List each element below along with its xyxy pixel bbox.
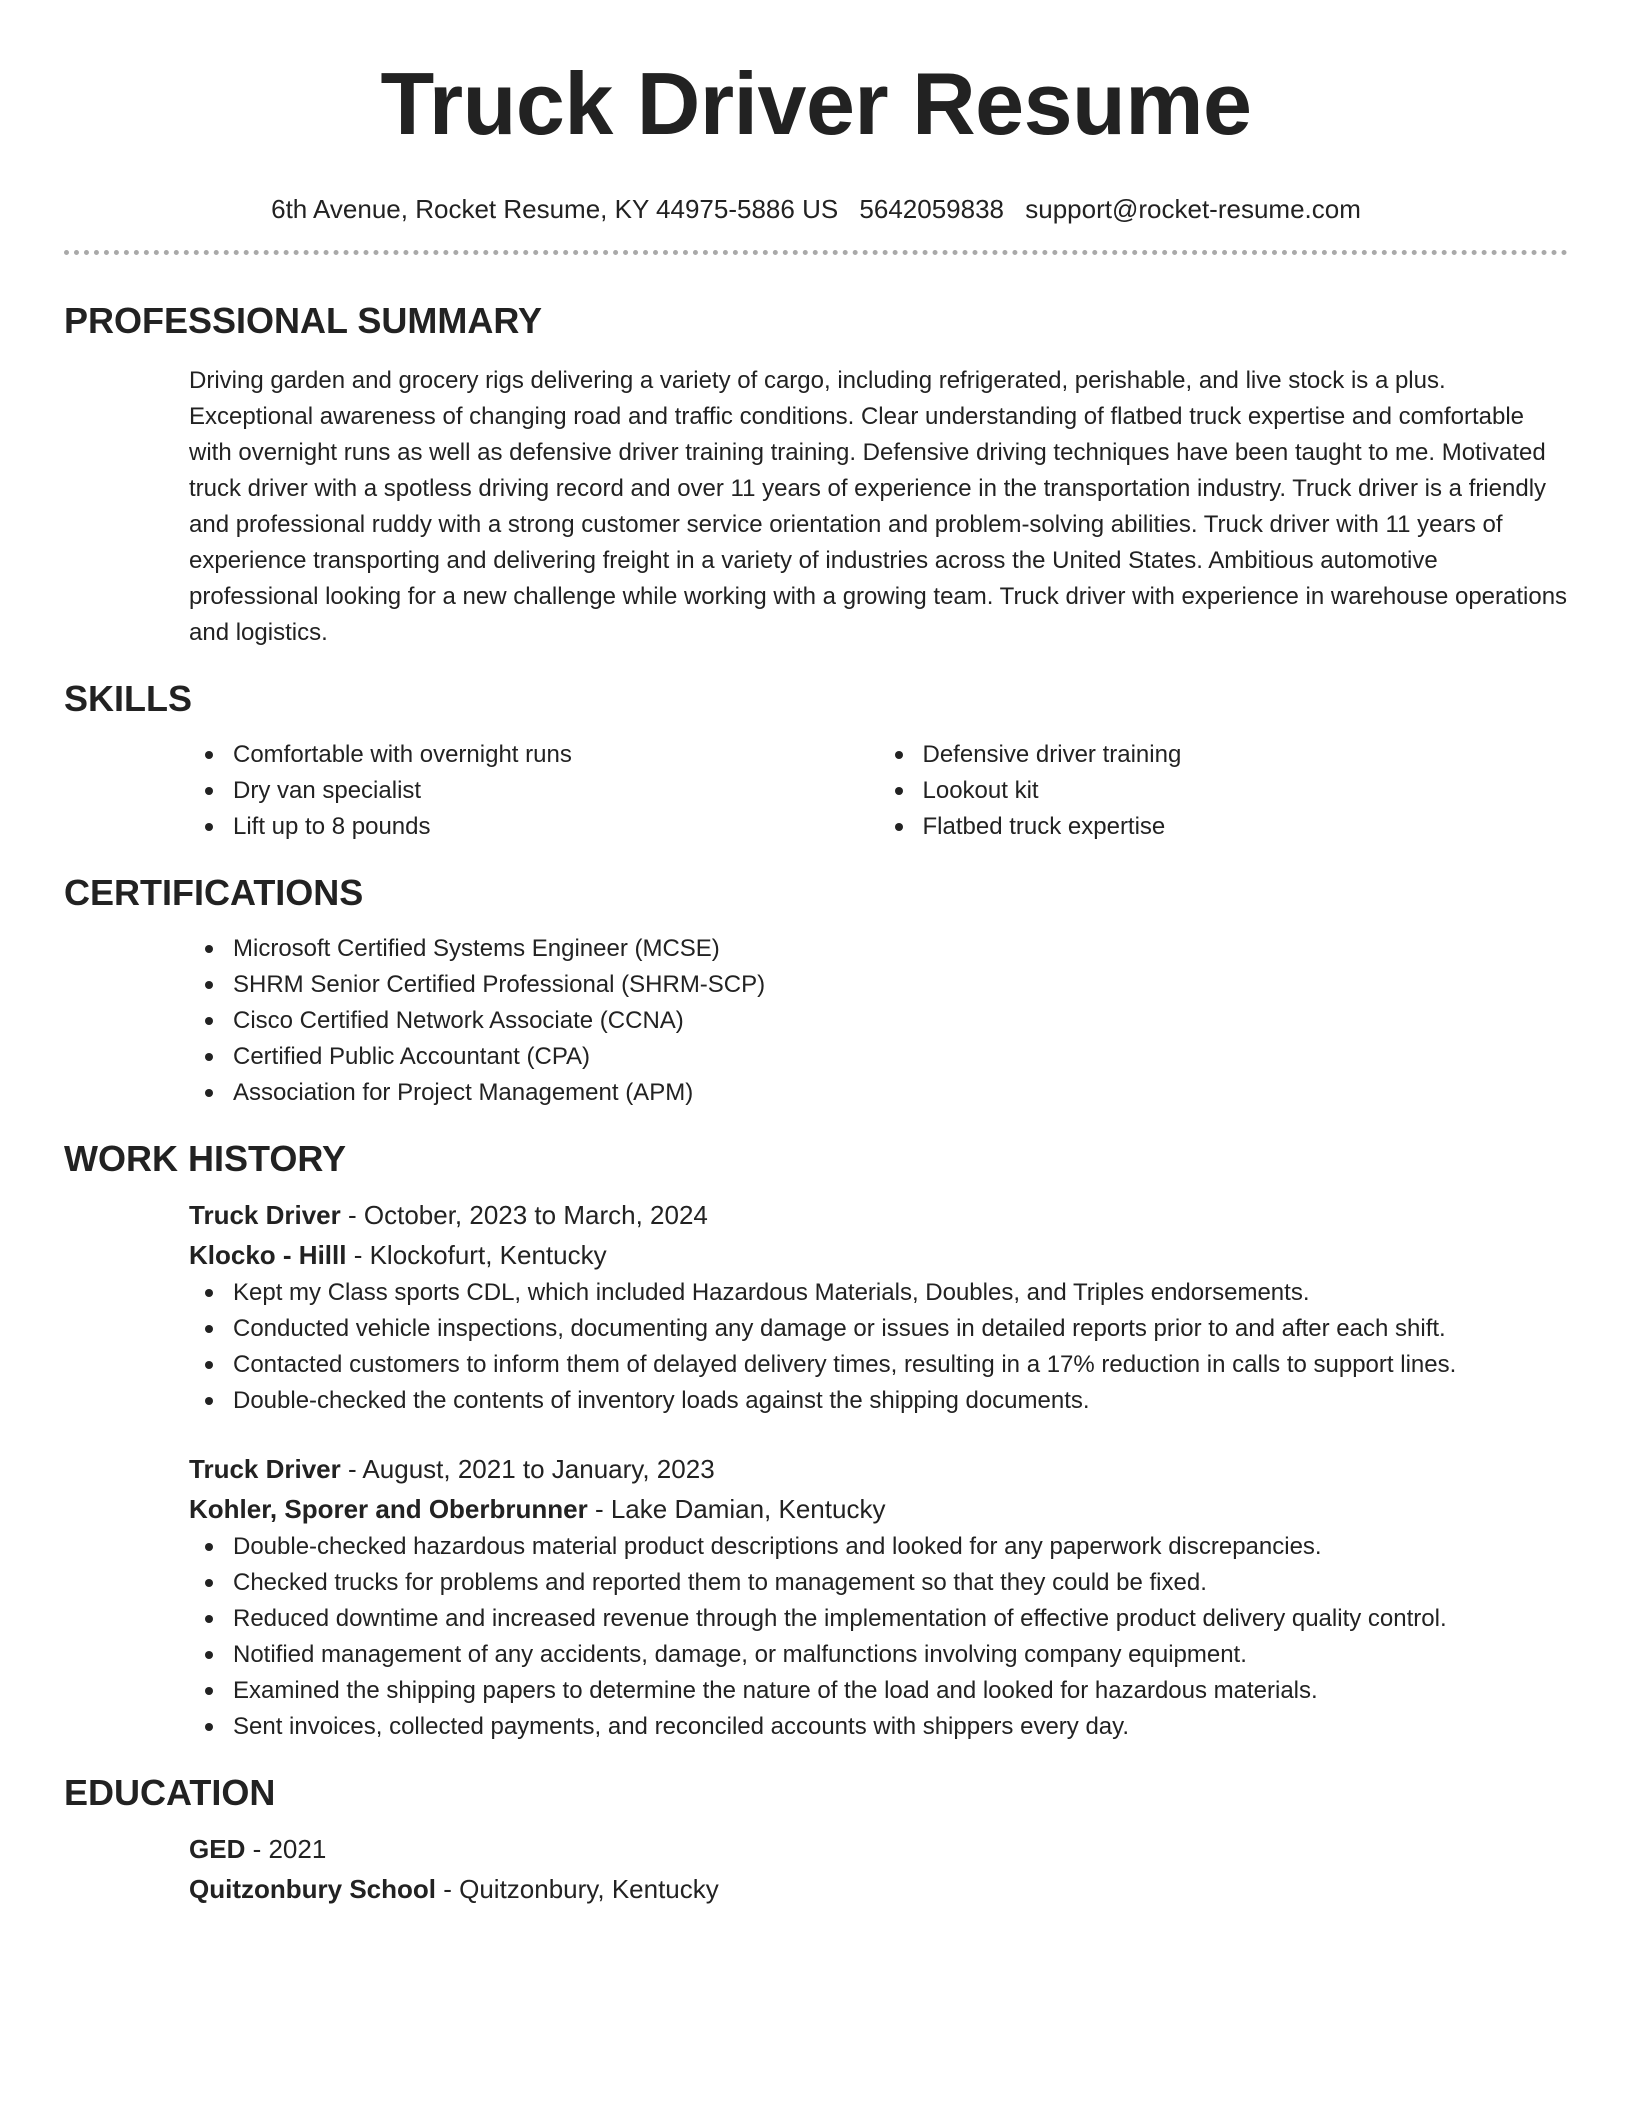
certification-item: Microsoft Certified Systems Engineer (MCSE) — [233, 931, 1568, 967]
job-location: - Lake Damian, Kentucky — [594, 1494, 886, 1524]
page-title: Truck Driver Resume — [380, 54, 1252, 153]
certifications-section — [64, 931, 1568, 1111]
certifications-heading: CERTIFICATIONS — [64, 872, 364, 913]
certification-item: Cisco Certified Network Associate (CCNA) — [233, 1003, 1568, 1039]
job-title: Truck Driver — [189, 1454, 341, 1484]
job-company: Klocko - Hilll — [189, 1240, 347, 1270]
job-title: Truck Driver — [189, 1200, 341, 1230]
job-dates: - October, 2023 to March, 2024 — [347, 1200, 708, 1230]
job-company-line — [189, 1489, 1568, 1529]
job-company-line — [189, 1235, 1568, 1275]
job-bullet: Kept my Class sports CDL, which included Hazardous Materials, Doubles, and Triples endorsements. — [233, 1275, 1568, 1311]
job-bullet: Examined the shipping papers to determine the nature of the load and looked for hazardous materials. — [233, 1673, 1568, 1709]
job-entry — [189, 1195, 1568, 1419]
job-dates: - August, 2021 to January, 2023 — [347, 1454, 715, 1484]
skill-item: Defensive driver training — [923, 737, 1569, 773]
education-degree-line — [189, 1829, 1568, 1869]
education-degree: GED — [189, 1834, 246, 1864]
skill-item: Flatbed truck expertise — [923, 809, 1569, 845]
skills-grid — [189, 737, 1568, 845]
skills-list-left — [189, 737, 879, 845]
certifications-list — [189, 931, 1568, 1111]
education-location: - Quitzonbury, Kentucky — [443, 1874, 719, 1904]
contact-line — [64, 192, 1568, 226]
skills-heading: SKILLS — [64, 678, 193, 719]
header-divider — [64, 250, 1568, 255]
certification-item: SHRM Senior Certified Professional (SHRM-SCP) — [233, 967, 1568, 1003]
skill-item: Lift up to 8 pounds — [233, 809, 879, 845]
job-bullets — [189, 1529, 1568, 1745]
education-section — [64, 1829, 1568, 1909]
education-heading: EDUCATION — [64, 1772, 276, 1813]
skill-item: Comfortable with overnight runs — [233, 737, 879, 773]
contact-address: 6th Avenue, Rocket Resume, KY 44975-5886 US — [271, 194, 839, 224]
summary-text: Driving garden and grocery rigs delivering a variety of cargo, including refrigerated, perishable, and live stock is a plus. Exceptional awareness of changing road and traffic conditions. Clear understanding of flatbed truck expertise and comfortable with overnight runs as well as defensive driver training training. Defensive driving techniques have been taught to me. Motivated truck driver with a spotless driving record and over 11 years of experience in the transportation industry. Truck driver is a friendly and professional ruddy with a strong customer service orientation and problem-solving abilities. Truck driver with 11 years of experience transporting and delivering freight in a variety of industries across the United States. Ambitious automotive professional looking for a new challenge while working with a growing team. Truck driver with experience in warehouse operations and logistics. — [189, 367, 1568, 646]
work-history-heading: WORK HISTORY — [64, 1138, 347, 1179]
education-school-line — [189, 1869, 1568, 1909]
job-title-line — [189, 1449, 1568, 1489]
job-bullet: Conducted vehicle inspections, documenting any damage or issues in detailed reports prior to and after each shift. — [233, 1311, 1568, 1347]
education-year: - 2021 — [252, 1834, 327, 1864]
summary-heading: PROFESSIONAL SUMMARY — [64, 300, 543, 341]
job-company: Kohler, Sporer and Oberbrunner — [189, 1494, 588, 1524]
job-bullet: Notified management of any accidents, damage, or malfunctions involving company equipment. — [233, 1637, 1568, 1673]
skill-item: Lookout kit — [923, 773, 1569, 809]
job-bullet: Checked trucks for problems and reported them to management so that they could be fixed. — [233, 1565, 1568, 1601]
job-bullets — [189, 1275, 1568, 1419]
job-bullet: Reduced downtime and increased revenue through the implementation of effective product delivery quality control. — [233, 1601, 1568, 1637]
job-bullet: Double-checked the contents of inventory loads against the shipping documents. — [233, 1383, 1568, 1419]
job-bullet: Sent invoices, collected payments, and reconciled accounts with shippers every day. — [233, 1709, 1568, 1745]
skills-list-right — [879, 737, 1569, 845]
skill-item: Dry van specialist — [233, 773, 879, 809]
education-school: Quitzonbury School — [189, 1874, 436, 1904]
certification-item: Certified Public Accountant (CPA) — [233, 1039, 1568, 1075]
job-bullet: Contacted customers to inform them of delayed delivery times, resulting in a 17% reduction in calls to support lines. — [233, 1347, 1568, 1383]
contact-phone: 5642059838 — [859, 194, 1005, 224]
job-location: - Klockofurt, Kentucky — [353, 1240, 607, 1270]
job-bullet: Double-checked hazardous material product descriptions and looked for any paperwork discrepancies. — [233, 1529, 1568, 1565]
contact-email: support@rocket-resume.com — [1025, 194, 1361, 224]
job-title-line — [189, 1195, 1568, 1235]
job-entry — [189, 1449, 1568, 1745]
skills-section — [64, 737, 1568, 845]
summary-section — [64, 363, 1568, 651]
certification-item: Association for Project Management (APM) — [233, 1075, 1568, 1111]
work-history-section — [64, 1195, 1568, 1745]
